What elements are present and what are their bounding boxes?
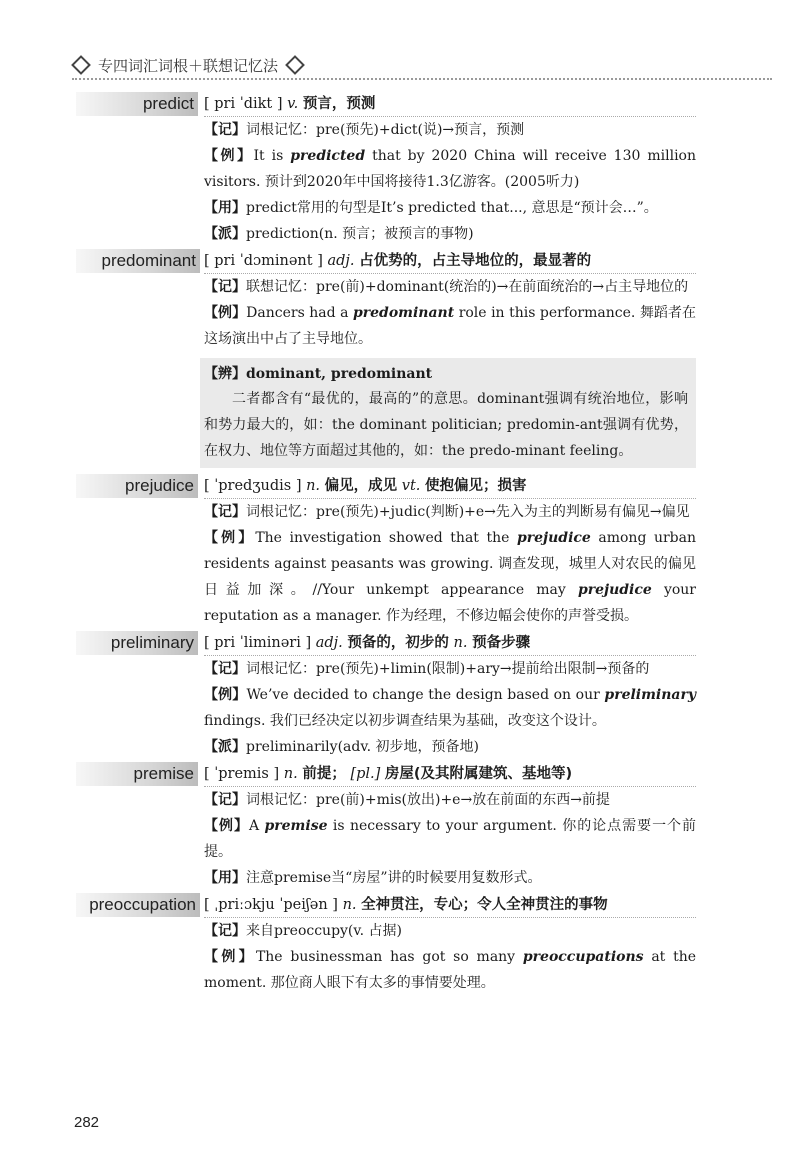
note-text: 注意premise当“房屋”讲的时候要用复数形式。 <box>246 870 542 886</box>
example-keyword: predicted <box>290 148 366 164</box>
headword: predict <box>76 92 198 116</box>
definition: 前提； <box>302 766 346 782</box>
part-of-speech: vt. <box>401 478 421 494</box>
phonetic: [ pri ˈdɔminənt ] <box>204 253 323 269</box>
note-tag: 【记】 <box>204 923 246 939</box>
note-text: 词根记忆：pre(前)+mis(放出)+e→放在前面的东西→前提 <box>246 792 610 808</box>
note-tag: 【记】 <box>204 661 246 677</box>
note-line <box>204 918 696 944</box>
header-title: 专四词汇词根＋联想记忆法 <box>98 56 279 75</box>
note-tag: 【辨】 <box>204 366 246 382</box>
phonetic: [ ˈpredʒudis ] <box>204 478 302 494</box>
definition: 预备步骤 <box>472 635 531 651</box>
definition: 房屋(及其附属建筑、基地等) <box>384 766 573 782</box>
note-tag: 【例】 <box>204 305 247 321</box>
example-text: at the moment. 那位商人眼下有太多的事情要处理。 <box>204 949 696 991</box>
example-text: Dancers had a <box>246 305 353 321</box>
note-line <box>204 499 696 525</box>
phonetic: [ pri ˈdikt ] <box>204 96 283 112</box>
entry-predict <box>76 92 696 247</box>
note-tag: 【记】 <box>204 279 246 295</box>
example-line <box>204 682 696 734</box>
example-text: The investigation showed that the <box>255 530 517 546</box>
example-line <box>204 813 696 865</box>
note-tag: 【例】 <box>204 818 249 834</box>
example-keyword: predominant <box>352 305 455 321</box>
headline <box>204 92 696 117</box>
note-text: preliminarily(adv. 初步地，预备地) <box>246 739 479 755</box>
part-of-speech: n. <box>453 635 468 651</box>
headline <box>204 762 696 787</box>
entry-list <box>76 92 696 998</box>
entry-predominant <box>76 249 696 468</box>
derivative-line <box>204 734 696 760</box>
note-tag: 【记】 <box>204 122 246 138</box>
headline <box>204 249 696 274</box>
note-line <box>204 656 696 682</box>
example-line <box>204 525 696 629</box>
example-keyword: premise <box>264 818 328 834</box>
headline <box>204 631 696 656</box>
example-line <box>204 143 696 195</box>
part-of-speech: [pl.] <box>350 766 381 782</box>
diamond-bullet-icon <box>71 55 91 75</box>
page-number: 282 <box>74 1114 100 1131</box>
headword: premise <box>76 762 198 786</box>
example-text: We’ve decided to change the design based on our <box>246 687 605 703</box>
part-of-speech: n. <box>342 897 357 913</box>
phonetic: [ pri ˈliminəri ] <box>204 635 312 651</box>
entry-preliminary <box>76 631 696 760</box>
note-tag: 【记】 <box>204 504 246 520</box>
note-line <box>204 117 696 143</box>
note-tag: 【记】 <box>204 792 246 808</box>
note-tag: 【例】 <box>204 949 256 965</box>
example-text: role in this performance. 舞蹈者在这场演出中占了主导地位。 <box>204 305 697 347</box>
example-text: It is <box>253 148 291 164</box>
definition: 预备的，初步的 <box>347 635 449 651</box>
note-tag: 【派】 <box>204 739 246 755</box>
part-of-speech: adj. <box>315 635 343 651</box>
definition: 使抱偏见；损害 <box>425 478 527 494</box>
example-text: among urban residents against peasants was growing. 调查发现，城里人对农民的偏见日益加深。//Your unkempt appearance may <box>204 530 696 598</box>
note-text: prediction(n. 预言；被预言的事物) <box>246 226 474 242</box>
example-text: findings. 我们已经决定以初步调查结果为基础，改变这个设计。 <box>204 713 606 729</box>
headword: predominant <box>76 249 200 273</box>
part-of-speech: n. <box>283 766 298 782</box>
derivative-line <box>204 221 696 247</box>
note-text: predict常用的句型是It’s predicted that..., 意思是“预计会…”。 <box>246 200 658 216</box>
entry-premise <box>76 762 696 891</box>
usage-line <box>204 865 696 891</box>
phonetic: [ ˌpriːɔkju ˈpeiʃən ] <box>204 897 338 913</box>
note-tag: 【派】 <box>204 226 246 242</box>
running-header <box>72 52 772 78</box>
entry-prejudice <box>76 474 696 629</box>
definition: 占优势的，占主导地位的，最显著的 <box>359 253 592 269</box>
note-tag: 【例】 <box>204 148 254 164</box>
distinction-box <box>200 358 696 468</box>
example-text: is necessary to your argument. 你的论点需要一个前提。 <box>204 818 697 860</box>
note-text: 来自preoccupy(v. 占据) <box>246 923 403 939</box>
note-text: 联想记忆：pre(前)+dominant(统治的)→在前面统治的→占主导地位的 <box>246 279 689 295</box>
example-text: A <box>248 818 265 834</box>
distinction-text: 二者都含有“最优的，最高的”的意思。dominant强调有统治地位，影响和势力最大的，如：the dominant politician; predomin-ant强调有优势，在权力、地位等方面超过其他的，如：the predo-minant feeling。 <box>204 391 688 459</box>
entry-preoccupation <box>76 893 696 996</box>
example-line <box>204 944 696 996</box>
example-text: that by 2020 China will receive 130 million visitors. 预计到2020年中国将接待1.3亿游客。(2005听力) <box>204 148 696 190</box>
note-text: 词根记忆：pre(预先)+dict(说)→预言，预测 <box>246 122 525 138</box>
note-line <box>204 274 696 300</box>
note-tag: 【用】 <box>204 870 246 886</box>
example-keyword: preoccupations <box>522 949 644 965</box>
example-text: The businessman has got so many <box>255 949 523 965</box>
headword: preoccupation <box>76 893 200 917</box>
header-divider <box>72 78 772 80</box>
note-tag: 【用】 <box>204 200 246 216</box>
definition: 偏见，成见 <box>324 478 398 494</box>
example-keyword: preliminary <box>604 687 697 703</box>
example-keyword: prejudice <box>577 582 652 598</box>
definition: 预言，预测 <box>302 96 376 112</box>
distinction-title <box>204 362 688 386</box>
example-text: your reputation as a manager. 作为经理，不修边幅会使你的声誉受损。 <box>204 582 696 624</box>
note-tag: 【例】 <box>204 530 256 546</box>
usage-line <box>204 195 696 221</box>
note-text: 词根记忆：pre(预先)+limin(限制)+ary→提前给出限制→预备的 <box>246 661 650 677</box>
definition: 全神贯注，专心；令人全神贯注的事物 <box>361 897 608 913</box>
headline <box>204 893 696 918</box>
diamond-bullet-icon <box>285 55 305 75</box>
headword: prejudice <box>76 474 198 498</box>
part-of-speech: n. <box>306 478 321 494</box>
part-of-speech: v. <box>287 96 299 112</box>
distinction-words: dominant, predominant <box>246 366 433 382</box>
note-text: 词根记忆：pre(预先)+judic(判断)+e→先入为主的判断易有偏见→偏见 <box>246 504 690 520</box>
example-keyword: prejudice <box>516 530 591 546</box>
example-line <box>204 300 696 352</box>
headline <box>204 474 696 499</box>
part-of-speech: adj. <box>327 253 355 269</box>
note-tag: 【例】 <box>204 687 247 703</box>
phonetic: [ ˈpremis ] <box>204 766 280 782</box>
note-line <box>204 787 696 813</box>
headword: preliminary <box>76 631 198 655</box>
